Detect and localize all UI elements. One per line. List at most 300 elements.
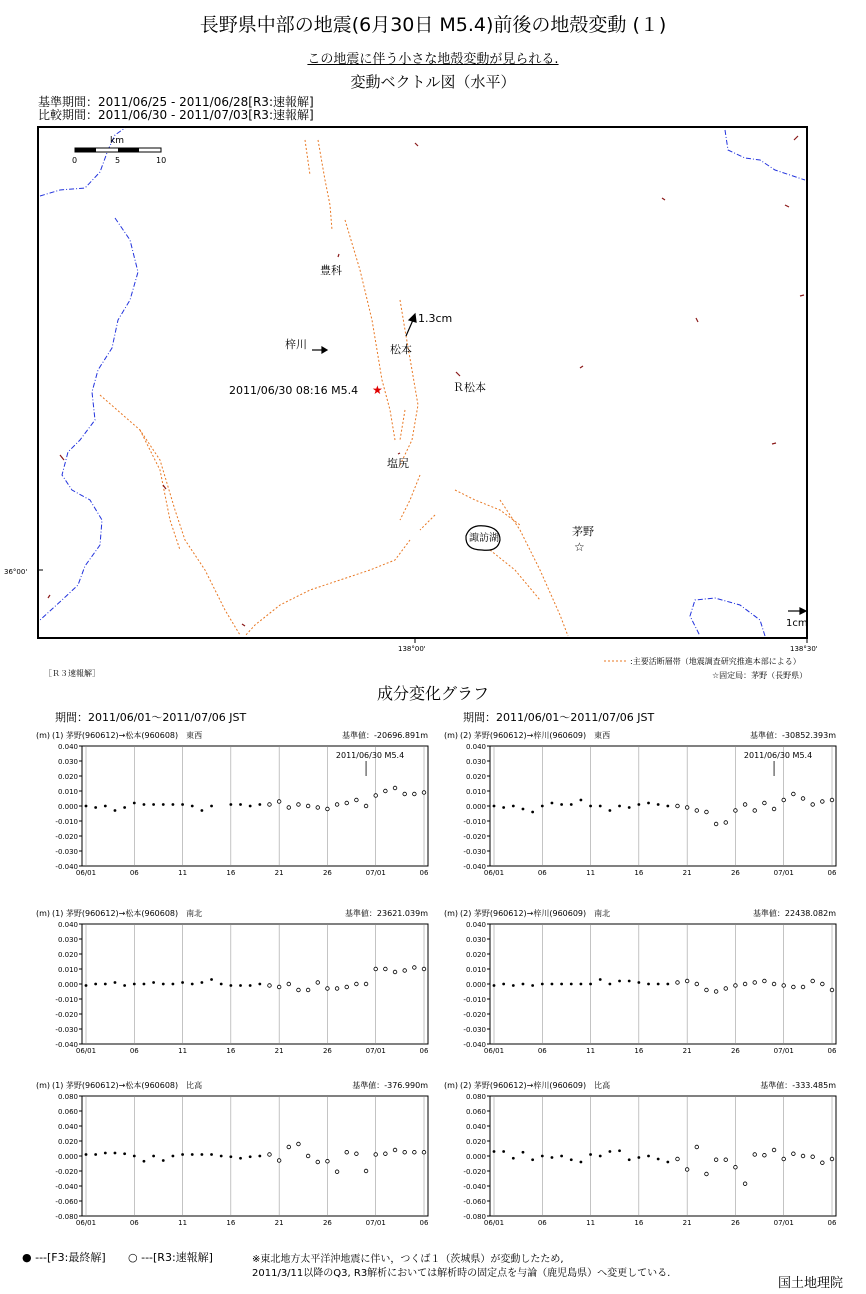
point-f3-2-13	[210, 978, 213, 981]
point-f3-3-12	[608, 983, 611, 986]
y-tick-label-5-8: -0.080	[463, 1213, 486, 1221]
point-f3-5-7	[560, 1155, 563, 1158]
y-tick-label-4-4: 0.000	[57, 1153, 78, 1161]
x-tick-label-2-5: 26	[322, 1047, 332, 1055]
point-r3-5-24	[724, 1158, 728, 1162]
y-tick-label-2-6: -0.020	[55, 1011, 78, 1019]
point-r3-2-34	[413, 966, 417, 970]
chart-unit-2: (m)	[36, 909, 51, 918]
x-tick-label-0-6: 07/01	[365, 869, 386, 877]
r3-note: ［Ｒ３速報解］	[44, 669, 100, 678]
point-f3-5-16	[647, 1155, 650, 1158]
point-r3-4-19	[268, 1153, 272, 1157]
point-f3-4-10	[181, 1153, 184, 1156]
point-r3-0-29	[364, 804, 368, 808]
point-f3-1-12	[608, 809, 611, 812]
x-tick-label-3-6: 07/01	[773, 1047, 794, 1055]
point-f3-1-7	[560, 803, 563, 806]
y-tick-label-3-5: -0.010	[463, 996, 486, 1004]
label-chino: 茅野	[572, 525, 594, 538]
point-r3-2-22	[297, 988, 301, 992]
point-f3-3-1	[502, 983, 505, 986]
point-r3-0-20	[277, 800, 281, 804]
chart-base-value-0: 基準値：-20696.891m	[342, 731, 428, 740]
label-suwako: 諏訪湖	[469, 533, 499, 544]
point-f3-2-1	[94, 983, 97, 986]
point-r3-2-21	[287, 982, 291, 986]
x-tick-label-5-1: 06	[537, 1219, 547, 1227]
filled-circle-icon: ●	[22, 1251, 32, 1264]
point-r3-2-30	[374, 967, 378, 971]
point-f3-4-15	[229, 1155, 232, 1158]
y-tick-label-1-1: 0.030	[465, 758, 486, 766]
x-tick-label-4-3: 16	[226, 1219, 236, 1227]
y-tick-label-1-7: -0.030	[463, 848, 486, 856]
point-f3-1-3	[522, 808, 525, 811]
y-tick-label-0-8: -0.040	[55, 863, 78, 871]
point-f3-4-7	[152, 1155, 155, 1158]
point-r3-4-35	[422, 1150, 426, 1154]
point-f3-1-4	[531, 811, 534, 814]
point-f3-0-16	[239, 803, 242, 806]
point-f3-2-8	[162, 983, 165, 986]
point-f3-4-4	[123, 1152, 126, 1155]
point-f3-2-16	[239, 984, 242, 987]
point-f3-5-13	[618, 1149, 621, 1152]
point-f3-5-8	[570, 1158, 573, 1161]
legend-r3	[128, 1249, 213, 1265]
period-left: 期間：2011/06/01～2011/07/06 JST	[55, 711, 247, 724]
point-r3-1-20	[685, 806, 689, 810]
point-r3-2-24	[316, 981, 320, 985]
point-r3-5-29	[772, 1148, 776, 1152]
x-tick-label-1-1: 06	[537, 869, 547, 877]
y-tick-label-3-2: 0.020	[465, 951, 486, 959]
point-f3-5-12	[608, 1150, 611, 1153]
point-f3-1-8	[570, 803, 573, 806]
point-f3-5-14	[628, 1158, 631, 1161]
point-r3-4-20	[277, 1159, 281, 1163]
point-f3-2-18	[258, 983, 261, 986]
x-tick-label-5-5: 26	[730, 1219, 740, 1227]
point-r3-3-31	[792, 985, 796, 989]
y-tick-label-3-8: -0.040	[463, 1041, 486, 1049]
point-f3-4-11	[191, 1153, 194, 1156]
point-r3-1-19	[676, 804, 680, 808]
y-tick-label-0-2: 0.020	[57, 773, 78, 781]
point-f3-0-17	[249, 805, 252, 808]
chart-base-value-3: 基準値：22438.082m	[752, 909, 836, 918]
epicenter-star-icon: ★	[372, 383, 383, 397]
chart-unit-3: (m)	[444, 909, 459, 918]
point-f3-3-17	[657, 983, 660, 986]
x-tick-label-4-1: 06	[129, 1219, 139, 1227]
km-scale-bar	[75, 148, 161, 152]
point-f3-4-16	[239, 1157, 242, 1160]
point-f3-0-2	[104, 805, 107, 808]
point-r3-1-32	[801, 797, 805, 801]
y-tick-label-0-0: 0.040	[57, 743, 78, 751]
y-tick-label-2-7: -0.030	[55, 1026, 78, 1034]
point-r3-3-27	[753, 981, 757, 985]
y-tick-label-2-0: 0.040	[57, 921, 78, 929]
y-tick-label-4-6: -0.040	[55, 1183, 78, 1191]
point-f3-0-13	[210, 805, 213, 808]
point-r3-0-28	[355, 798, 359, 802]
point-r3-2-32	[393, 970, 397, 974]
point-r3-5-20	[685, 1168, 689, 1172]
y-tick-label-1-2: 0.020	[465, 773, 486, 781]
x-tick-label-0-1: 06	[129, 869, 139, 877]
point-r3-3-21	[695, 982, 699, 986]
y-tick-label-1-8: -0.040	[463, 863, 486, 871]
point-r3-3-20	[685, 979, 689, 983]
point-r3-5-19	[676, 1157, 680, 1161]
y-tick-label-1-0: 0.040	[465, 743, 486, 751]
point-f3-0-9	[172, 803, 175, 806]
y-tick-label-2-3: 0.010	[57, 966, 78, 974]
point-f3-3-5	[541, 983, 544, 986]
point-f3-4-13	[210, 1153, 213, 1156]
point-f3-3-6	[551, 983, 554, 986]
point-r3-4-21	[287, 1145, 291, 1149]
x-tick-label-1-4: 21	[682, 869, 692, 877]
x-tick-label-5-7: 06	[827, 1219, 837, 1227]
x-tick-label-2-6: 07/01	[365, 1047, 386, 1055]
point-r3-1-29	[772, 807, 776, 811]
label-shiojiri: 塩尻	[387, 457, 409, 470]
y-tick-label-1-4: 0.000	[465, 803, 486, 811]
point-r3-3-34	[821, 982, 825, 986]
point-r3-0-35	[422, 791, 426, 795]
point-r3-5-23	[714, 1158, 718, 1162]
point-f3-0-3	[114, 809, 117, 812]
y-tick-label-5-5: -0.020	[463, 1168, 486, 1176]
x-tick-label-3-7: 06	[827, 1047, 837, 1055]
point-r3-2-20	[277, 985, 281, 989]
x-tick-label-1-5: 26	[730, 869, 740, 877]
chart-title-5: (2) 茅野(960612)→梓川(960609) 比高	[460, 1081, 611, 1090]
point-f3-4-18	[258, 1155, 261, 1158]
point-f3-3-3	[522, 983, 525, 986]
component-graphs	[0, 720, 866, 1240]
point-f3-2-6	[143, 983, 146, 986]
chart-title-0: (1) 茅野(960612)→松本(960608) 東西	[52, 731, 203, 740]
point-f3-3-0	[493, 984, 496, 987]
point-r3-2-25	[326, 987, 330, 991]
point-f3-5-1	[502, 1150, 505, 1153]
y-tick-label-3-4: 0.000	[465, 981, 486, 989]
x-tick-label-0-7: 06	[419, 869, 429, 877]
point-f3-1-16	[647, 802, 650, 805]
y-tick-label-1-3: 0.010	[465, 788, 486, 796]
point-f3-3-10	[589, 983, 592, 986]
chart-unit-0: (m)	[36, 731, 51, 740]
chart-base-value-5: 基準値：-333.485m	[760, 1081, 836, 1090]
point-r3-4-33	[403, 1150, 407, 1154]
point-r3-4-25	[326, 1159, 330, 1163]
point-r3-0-22	[297, 803, 301, 807]
x-tick-label-1-3: 16	[634, 869, 644, 877]
chart-title-3: (2) 茅野(960612)→梓川(960609) 南北	[460, 909, 611, 918]
point-r3-1-27	[753, 809, 757, 813]
x-tick-label-2-2: 11	[178, 1047, 188, 1055]
point-f3-5-6	[551, 1156, 554, 1159]
point-f3-0-5	[133, 802, 136, 805]
point-f3-1-5	[541, 805, 544, 808]
point-f3-0-6	[143, 803, 146, 806]
chart-title-1: (2) 茅野(960612)→梓川(960609) 東西	[460, 731, 611, 740]
point-f3-3-8	[570, 983, 573, 986]
x-tick-label-3-3: 16	[634, 1047, 644, 1055]
point-f3-2-7	[152, 981, 155, 984]
chart-base-value-2: 基準値：23621.039m	[344, 909, 428, 918]
point-f3-3-4	[531, 984, 534, 987]
subtitle-text: この地震に伴う小さな地殻変動が見られる.	[307, 52, 559, 67]
point-r3-4-29	[364, 1169, 368, 1173]
y-tick-label-4-3: 0.020	[57, 1138, 78, 1146]
point-r3-3-32	[801, 985, 805, 989]
x-tick-label-4-6: 07/01	[365, 1219, 386, 1227]
point-f3-2-11	[191, 983, 194, 986]
point-f3-1-14	[628, 806, 631, 809]
point-r3-4-27	[345, 1150, 349, 1154]
x-tick-label-5-6: 07/01	[773, 1219, 794, 1227]
scale-unit: km	[110, 136, 124, 146]
x-tick-label-3-1: 06	[537, 1047, 547, 1055]
compare-period: 比較期間：2011/06/30 - 2011/07/03[R3:速報解]	[38, 108, 314, 122]
point-r3-5-31	[792, 1152, 796, 1156]
x-tick-label-1-7: 06	[827, 869, 837, 877]
point-f3-5-3	[522, 1151, 525, 1154]
point-r3-3-33	[811, 979, 815, 983]
point-r3-3-22	[705, 988, 709, 992]
y-tick-label-3-1: 0.030	[465, 936, 486, 944]
point-r3-3-35	[830, 988, 834, 992]
label-matsumoto: 松本	[390, 343, 412, 356]
point-r3-4-26	[335, 1170, 339, 1174]
point-r3-3-24	[724, 987, 728, 991]
y-tick-label-5-7: -0.060	[463, 1198, 486, 1206]
x-tick-label-3-5: 26	[730, 1047, 740, 1055]
point-f3-0-18	[258, 803, 261, 806]
y-tick-label-0-1: 0.030	[57, 758, 78, 766]
quake-annotation-1: 2011/06/30 M5.4	[743, 751, 813, 760]
x-tick-label-2-7: 06	[419, 1047, 429, 1055]
point-f3-4-1	[94, 1153, 97, 1156]
point-r3-5-27	[753, 1153, 757, 1157]
y-tick-label-3-6: -0.020	[463, 1011, 486, 1019]
point-f3-4-14	[220, 1155, 223, 1158]
point-f3-4-17	[249, 1155, 252, 1158]
point-f3-5-4	[531, 1158, 534, 1161]
open-circle-icon: ○	[128, 1251, 138, 1264]
point-f3-5-0	[493, 1150, 496, 1153]
x-tick-label-0-0: 06/01	[75, 869, 97, 877]
quake-annotation-0: 2011/06/30 M5.4	[335, 751, 405, 760]
point-f3-0-15	[229, 803, 232, 806]
point-r3-1-21	[695, 809, 699, 813]
point-f3-0-7	[152, 803, 155, 806]
y-tick-label-3-3: 0.010	[465, 966, 486, 974]
point-r3-0-31	[384, 789, 388, 793]
y-tick-label-0-5: -0.010	[55, 818, 78, 826]
point-f3-0-1	[94, 806, 97, 809]
point-r3-1-33	[811, 803, 815, 807]
base-period: 基準期間：2011/06/25 - 2011/06/28[R3:速報解]	[38, 95, 314, 109]
label-vector-value: 1.3cm	[418, 312, 453, 325]
point-f3-3-7	[560, 983, 563, 986]
x-tick-label-2-3: 16	[226, 1047, 236, 1055]
y-tick-label-1-5: -0.010	[463, 818, 486, 826]
point-r3-4-30	[374, 1153, 378, 1157]
point-f3-2-0	[85, 984, 88, 987]
point-f3-5-17	[657, 1158, 660, 1161]
agency-name: 国土地理院	[778, 1276, 844, 1291]
x-tick-label-1-2: 11	[586, 869, 596, 877]
x-tick-label-5-2: 11	[586, 1219, 596, 1227]
x-tick-label-0-3: 16	[226, 869, 236, 877]
note-line-2: 2011/3/11以降のQ3, R3解析においては解析時の固定点を与論（鹿児島県）へ変更している.	[252, 1268, 671, 1279]
point-f3-5-15	[637, 1156, 640, 1159]
point-f3-1-2	[512, 805, 515, 808]
y-tick-label-0-4: 0.000	[57, 803, 78, 811]
point-r3-0-27	[345, 801, 349, 805]
chart-title-4: (1) 茅野(960612)→松本(960608) 比高	[52, 1081, 203, 1090]
label-r-matsumoto: Ｒ松本	[453, 381, 486, 394]
point-f3-4-0	[85, 1153, 88, 1156]
point-r3-2-29	[364, 982, 368, 986]
point-r3-2-33	[403, 969, 407, 973]
point-r3-1-22	[705, 810, 709, 814]
point-r3-5-22	[705, 1172, 709, 1176]
point-r3-3-29	[772, 982, 776, 986]
y-tick-label-5-2: 0.040	[465, 1123, 486, 1131]
point-r3-2-35	[422, 967, 426, 971]
point-r3-4-34	[413, 1150, 417, 1154]
point-r3-2-27	[345, 985, 349, 989]
point-r3-5-26	[743, 1182, 747, 1186]
point-f3-1-1	[502, 806, 505, 809]
chart-title-2: (1) 茅野(960612)→松本(960608) 南北	[52, 909, 203, 918]
point-f3-2-15	[229, 984, 232, 987]
point-r3-1-35	[830, 798, 834, 802]
point-r3-0-23	[306, 804, 310, 808]
legend-f3-label: ---[F3:最終解]	[35, 1251, 106, 1264]
point-r3-4-32	[393, 1148, 397, 1152]
y-tick-label-3-0: 0.040	[465, 921, 486, 929]
x-tick-label-2-0: 06/01	[75, 1047, 97, 1055]
point-r3-3-30	[782, 984, 786, 988]
point-r3-1-26	[743, 803, 747, 807]
x-tick-label-5-3: 16	[634, 1219, 644, 1227]
label-azusagawa: 梓川	[285, 338, 307, 351]
point-r3-0-32	[393, 786, 397, 790]
point-r3-5-28	[763, 1153, 767, 1157]
point-f3-2-5	[133, 983, 136, 986]
point-r3-2-19	[268, 984, 272, 988]
x-tick-label-4-7: 06	[419, 1219, 429, 1227]
label-quake: 2011/06/30 08:16 M5.4	[229, 384, 359, 397]
point-f3-2-9	[172, 983, 175, 986]
x-tick-label-3-2: 11	[586, 1047, 596, 1055]
point-r3-3-23	[714, 990, 718, 994]
y-tick-label-0-7: -0.030	[55, 848, 78, 856]
point-r3-3-19	[676, 981, 680, 985]
x-tick-label-4-4: 21	[274, 1219, 284, 1227]
point-r3-5-21	[695, 1145, 699, 1149]
point-f3-0-11	[191, 805, 194, 808]
x-tick-label-2-1: 06	[129, 1047, 139, 1055]
point-f3-2-3	[114, 981, 117, 984]
y-tick-label-2-1: 0.030	[57, 936, 78, 944]
y-tick-label-2-5: -0.010	[55, 996, 78, 1004]
map-frame	[38, 127, 807, 638]
point-f3-1-10	[589, 805, 592, 808]
chart-base-value-4: 基準値：-376.990m	[352, 1081, 428, 1090]
x-tick-label-5-4: 21	[682, 1219, 692, 1227]
y-tick-label-4-5: -0.020	[55, 1168, 78, 1176]
period-right: 期間：2011/06/01～2011/07/06 JST	[463, 711, 655, 724]
point-r3-5-34	[821, 1161, 825, 1165]
scale-tick-0: 0	[72, 156, 78, 165]
point-r3-1-28	[763, 801, 767, 805]
x-tick-label-4-0: 06/01	[75, 1219, 97, 1227]
point-f3-1-13	[618, 805, 621, 808]
label-toyoshina: 豊科	[320, 264, 342, 277]
point-f3-2-17	[249, 984, 252, 987]
y-tick-label-5-6: -0.040	[463, 1183, 486, 1191]
point-f3-2-10	[181, 981, 184, 984]
x-tick-label-5-0: 06/01	[483, 1219, 505, 1227]
point-f3-4-9	[172, 1155, 175, 1158]
point-r3-4-28	[355, 1152, 359, 1156]
y-tick-label-0-3: 0.010	[57, 788, 78, 796]
x-tick-label-0-5: 26	[322, 869, 332, 877]
x-tick-label-1-0: 06/01	[483, 869, 505, 877]
x-tick-label-3-0: 06/01	[483, 1047, 505, 1055]
point-r3-2-31	[384, 967, 388, 971]
chart-unit-5: (m)	[444, 1081, 459, 1090]
x-tick-label-1-6: 07/01	[773, 869, 794, 877]
point-f3-5-10	[589, 1153, 592, 1156]
point-r3-4-23	[306, 1154, 310, 1158]
point-f3-5-11	[599, 1155, 602, 1158]
point-f3-3-15	[637, 981, 640, 984]
y-tick-label-2-2: 0.020	[57, 951, 78, 959]
point-r3-0-25	[326, 807, 330, 811]
label-vector-scale: 1cm	[786, 618, 808, 629]
point-f3-0-8	[162, 803, 165, 806]
y-tick-label-1-6: -0.020	[463, 833, 486, 841]
point-f3-1-17	[657, 803, 660, 806]
point-f3-1-11	[599, 805, 602, 808]
lon-label-1: 138°00'	[398, 645, 426, 653]
point-f3-5-18	[666, 1161, 669, 1164]
graph-section-title: 成分変化グラフ	[376, 684, 489, 703]
y-tick-label-4-0: 0.080	[57, 1093, 78, 1101]
point-f3-4-6	[143, 1160, 146, 1163]
fault-legend-label: :主要活断層帯（地震調査研究推進本部による）	[630, 657, 801, 666]
point-f3-2-12	[200, 981, 203, 984]
point-r3-4-31	[384, 1152, 388, 1156]
y-tick-label-3-7: -0.030	[463, 1026, 486, 1034]
point-f3-4-2	[104, 1152, 107, 1155]
y-tick-label-4-7: -0.060	[55, 1198, 78, 1206]
page-title: 長野県中部の地震(6月30日 M5.4)前後の地殻変動 (１)	[199, 14, 667, 36]
y-tick-label-4-8: -0.080	[55, 1213, 78, 1221]
point-r3-0-21	[287, 806, 291, 810]
